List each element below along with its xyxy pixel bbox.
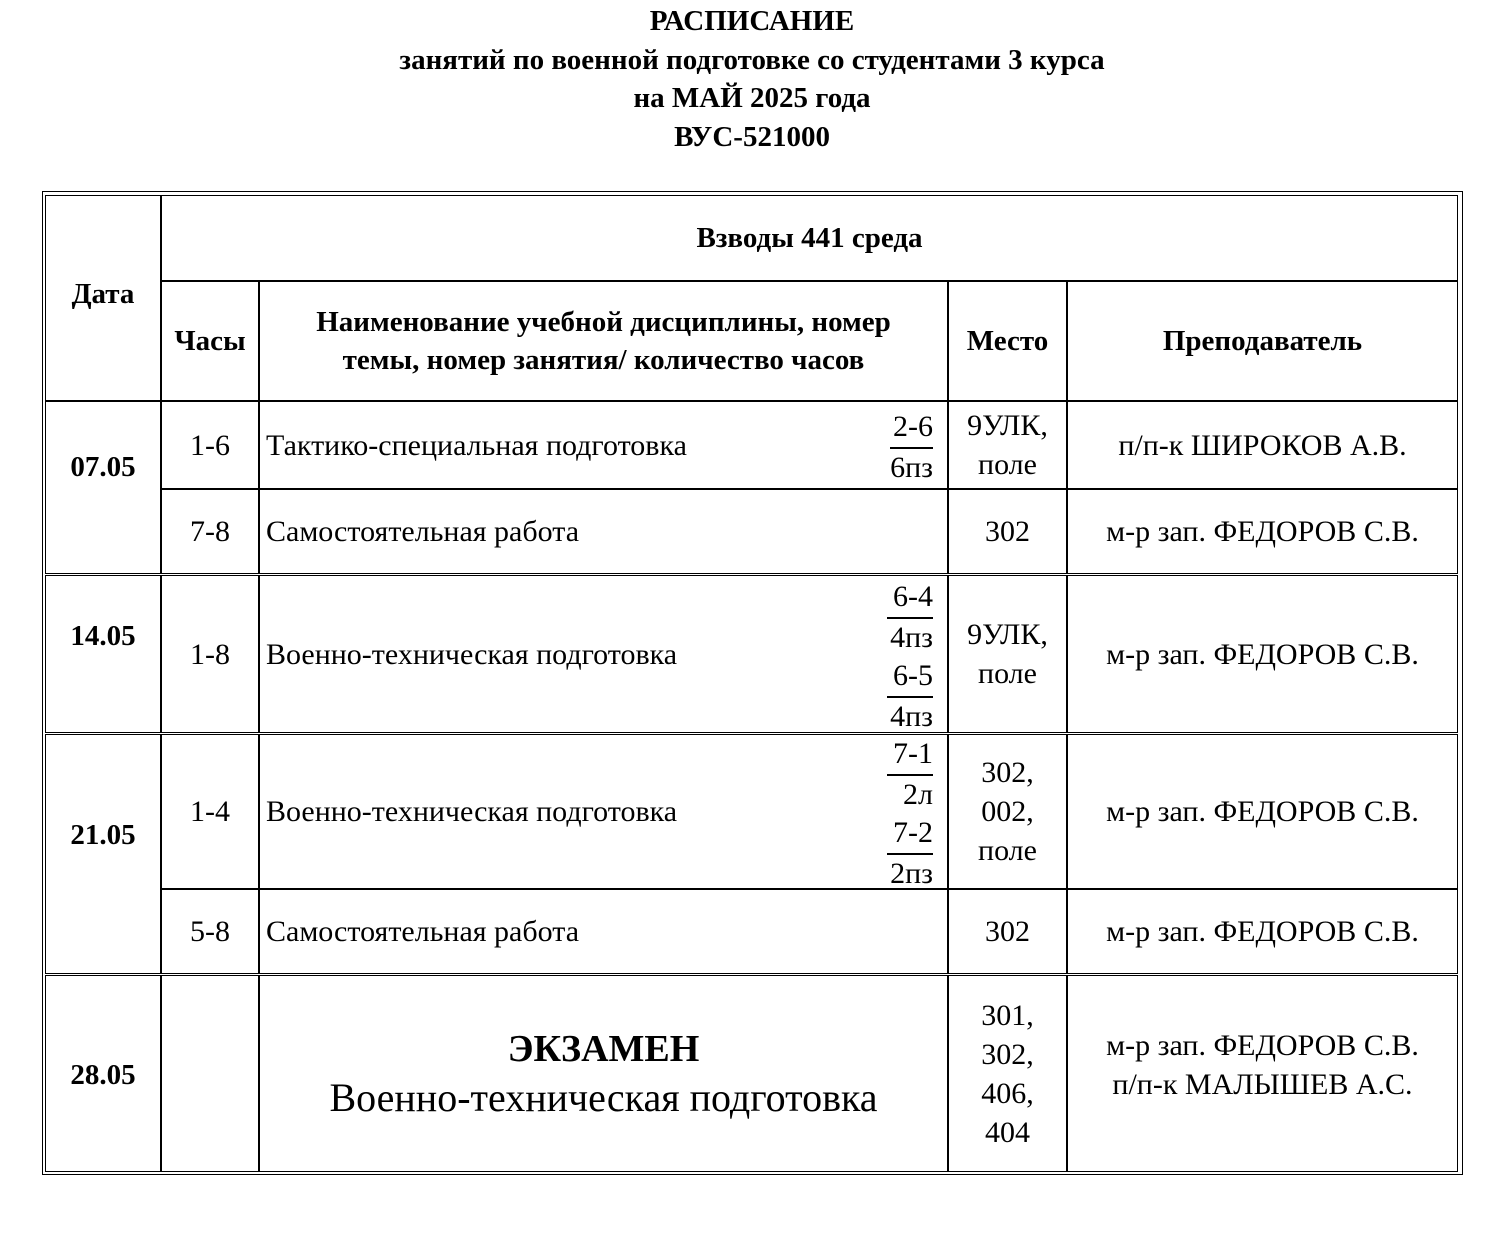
subject-value: Военно-техническая подготовка bbox=[266, 637, 678, 671]
hours-cell bbox=[161, 401, 259, 489]
date-cell bbox=[45, 575, 161, 733]
place-cell bbox=[948, 489, 1067, 574]
place-cell bbox=[948, 975, 1067, 1172]
header-hours-label: Часы bbox=[174, 325, 246, 357]
place-line: 002, bbox=[981, 795, 1034, 828]
lesson-hours: 4пз bbox=[890, 699, 933, 733]
hours-value: 7-8 bbox=[190, 515, 230, 548]
place-line: 9УЛК, bbox=[967, 618, 1048, 651]
header-place bbox=[948, 281, 1067, 401]
subject-cell bbox=[259, 489, 948, 574]
topic-code bbox=[887, 578, 933, 736]
teacher-value: м-р зап. ФЕДОРОВ С.В. bbox=[1106, 1028, 1419, 1062]
header-discipline-label: Наименование учебной дисциплины, номер темы, номер занятия/ количество часов bbox=[316, 306, 891, 376]
hours-value: 1-8 bbox=[190, 637, 230, 671]
date-cell bbox=[45, 975, 161, 1172]
hours-value: 1-4 bbox=[190, 795, 230, 828]
place-line: 302 bbox=[985, 915, 1030, 948]
teacher-value: п/п-к МАЛЫШЕВ А.С. bbox=[1112, 1067, 1413, 1101]
place-line: 302, bbox=[981, 756, 1034, 789]
topic-number: 2-6 bbox=[890, 408, 933, 449]
place-cell bbox=[948, 575, 1067, 733]
title-line-2: занятий по военной подготовке со студентами 3 курса bbox=[399, 43, 1105, 76]
header-date-label: Дата bbox=[71, 278, 135, 310]
hours-cell bbox=[161, 575, 259, 733]
teacher-value: м-р зап. ФЕДОРОВ С.В. bbox=[1106, 915, 1419, 948]
teacher-value: м-р зап. ФЕДОРОВ С.В. bbox=[1106, 795, 1419, 828]
subject-value: Военно-техническая подготовка bbox=[266, 795, 678, 828]
place-line: 404 bbox=[985, 1115, 1030, 1149]
topic-number: 6-4 bbox=[887, 578, 933, 619]
header-hours bbox=[161, 281, 259, 401]
teacher-cell bbox=[1067, 975, 1458, 1172]
place-line: 9УЛК, bbox=[967, 409, 1048, 442]
teacher-value: п/п-к ШИРОКОВ А.В. bbox=[1118, 428, 1407, 462]
place-line: 301, bbox=[981, 998, 1034, 1032]
place-line: 302 bbox=[985, 515, 1030, 548]
teacher-cell bbox=[1067, 401, 1458, 489]
title-line-3: на МАЙ 2025 года bbox=[633, 82, 871, 114]
header-place-label: Место bbox=[966, 325, 1049, 357]
subject-cell bbox=[259, 734, 948, 889]
hours-cell bbox=[161, 734, 259, 889]
place-cell bbox=[948, 889, 1067, 974]
hours-cell bbox=[161, 889, 259, 974]
place-line: поле bbox=[978, 834, 1037, 867]
exam-cell bbox=[259, 975, 948, 1172]
lesson-hours: 6пз bbox=[890, 450, 933, 484]
hours-value: 5-8 bbox=[190, 915, 230, 948]
topic-number: 7-1 bbox=[887, 735, 933, 776]
subject-cell bbox=[259, 401, 948, 489]
place-line: поле bbox=[978, 448, 1037, 481]
subject-value: Тактико-специальная подготовка bbox=[266, 428, 687, 462]
hours-cell bbox=[161, 975, 259, 1172]
subject-value: Самостоятельная работа bbox=[266, 915, 580, 948]
teacher-cell bbox=[1067, 889, 1458, 974]
date-value: 07.05 bbox=[70, 451, 136, 483]
teacher-cell bbox=[1067, 489, 1458, 574]
lesson-hours: 2л bbox=[903, 777, 933, 811]
teacher-value: м-р зап. ФЕДОРОВ С.В. bbox=[1106, 515, 1419, 548]
title-line-4: ВУС-521000 bbox=[674, 120, 830, 153]
subject-cell bbox=[259, 575, 948, 733]
lesson-hours: 2пз bbox=[890, 856, 933, 890]
header-teacher bbox=[1067, 281, 1458, 401]
exam-title: ЭКЗАМЕН bbox=[507, 1027, 700, 1070]
header-date bbox=[45, 195, 161, 401]
place-cell bbox=[948, 401, 1067, 489]
title-line-1: РАСПИСАНИЕ bbox=[649, 5, 855, 37]
subject-cell bbox=[259, 889, 948, 974]
place-cell bbox=[948, 734, 1067, 889]
teacher-value: м-р зап. ФЕДОРОВ С.В. bbox=[1106, 637, 1419, 671]
topic-number: 7-2 bbox=[887, 814, 933, 855]
date-value: 21.05 bbox=[70, 818, 136, 851]
header-group-label: Взводы 441 среда bbox=[696, 222, 923, 254]
subject-value: Самостоятельная работа bbox=[266, 515, 580, 548]
place-line: 302, bbox=[981, 1037, 1034, 1071]
exam-subject: Военно-техническая подготовка bbox=[329, 1074, 878, 1120]
date-value: 28.05 bbox=[70, 1059, 136, 1091]
date-value: 14.05 bbox=[70, 619, 136, 652]
header-group bbox=[161, 195, 1458, 281]
topic-code bbox=[887, 735, 933, 893]
hours-cell bbox=[161, 489, 259, 574]
lesson-hours: 4пз bbox=[890, 620, 933, 654]
teacher-cell bbox=[1067, 575, 1458, 733]
place-line: 406, bbox=[981, 1076, 1034, 1110]
date-cell bbox=[45, 401, 161, 574]
topic-code bbox=[890, 408, 933, 487]
header-discipline bbox=[259, 281, 948, 401]
hours-value: 1-6 bbox=[190, 428, 230, 462]
date-cell bbox=[45, 734, 161, 974]
teacher-cell bbox=[1067, 734, 1458, 889]
header-teacher-label: Преподаватель bbox=[1162, 325, 1363, 357]
topic-number: 6-5 bbox=[887, 657, 933, 698]
place-line: поле bbox=[978, 657, 1037, 690]
